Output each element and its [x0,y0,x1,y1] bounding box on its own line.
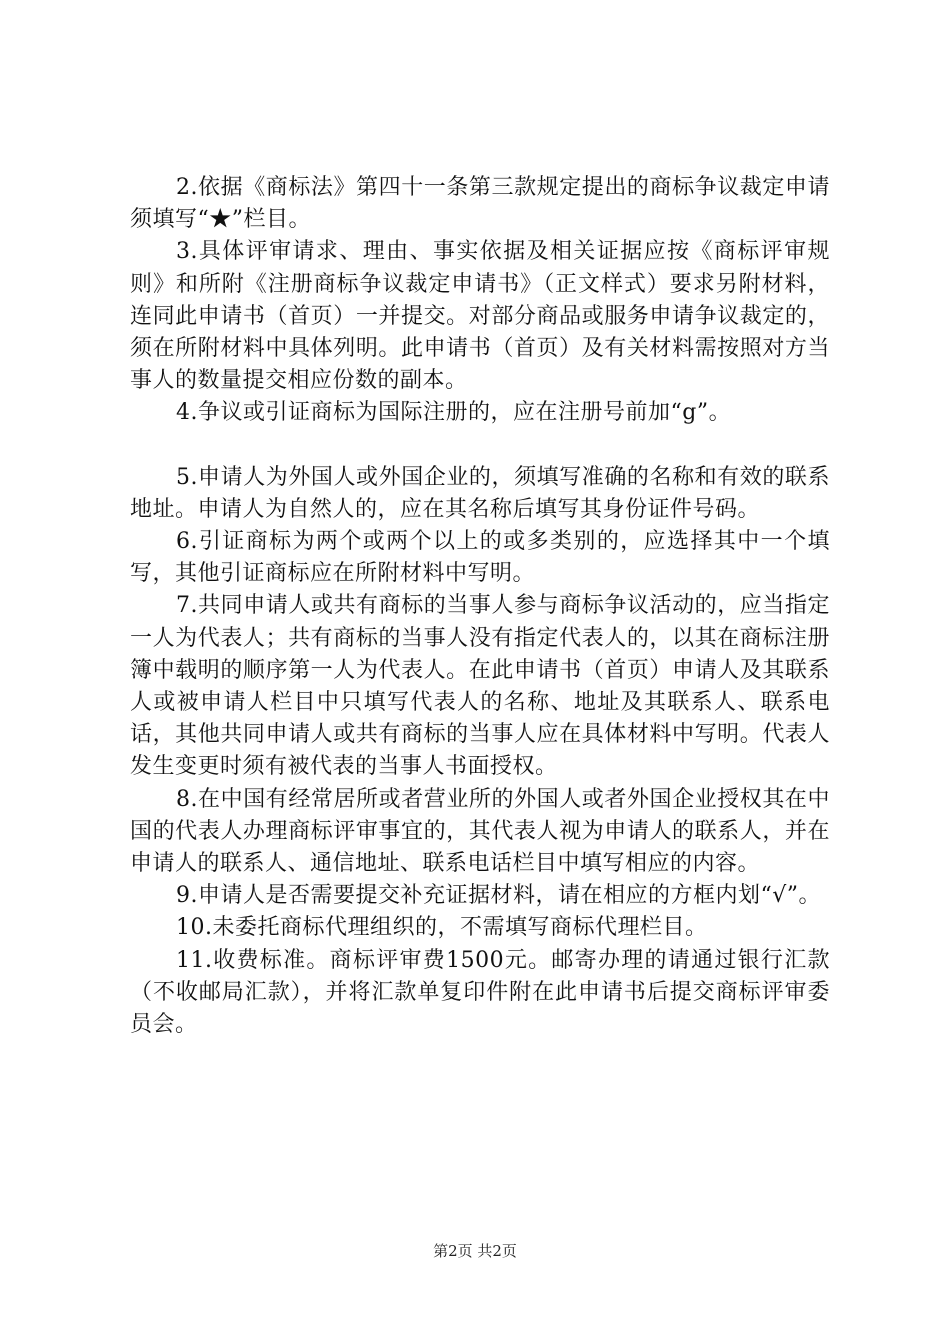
paragraph-item-9: 9.申请人是否需要提交补充证据材料，请在相应的方框内划“√”。 [176,883,822,909]
document-body [130,172,830,1041]
paragraph-item-4: 4.争议或引证商标为国际注册的，应在注册号前加“g”。 [176,400,732,426]
paragraph-item-2: 2.依据《商标法》第四十一条第三款规定提出的商标争议裁定申请须填写“★”栏目。 [130,175,830,233]
paragraph-item-6: 6.引证商标为两个或两个以上的或多类别的，应选择其中一个填写，其他引证商标应在所附材料中写明。 [130,529,830,587]
page-indicator: 第2页 共2页 [433,1242,517,1260]
paragraph-item-7: 7.共同申请人或共有商标的当事人参与商标争议活动的，应当指定一人为代表人；共有商标的当事人没有指定代表人的，以其在商标注册簿中载明的顺序第一人为代表人。在此申请书（首页）申请人及其联系人或被申请人栏目中只填写代表人的名称、地址及其联系人、联系电话，其他共同申请人或共有商标的当事人应在具体材料中写明。代表人发生变更时须有被代表的当事人书面授权。 [130,593,830,780]
paragraph-item-5: 5.申请人为外国人或外国企业的，须填写准确的名称和有效的联系地址。申请人为自然人的，应在其名称后填写其身份证件号码。 [130,464,830,522]
paragraph-item-3: 3.具体评审请求、理由、事实依据及相关证据应按《商标评审规则》和所附《注册商标争议裁定申请书》（正文样式）要求另附材料，连同此申请书（首页）一并提交。对部分商品或服务申请争议裁定的，须在所附材料中具体列明。此申请书（首页）及有关材料需按照对方当事人的数量提交相应份数的副本。 [130,239,830,394]
page-footer [0,1241,950,1261]
paragraph-item-11: 11.收费标准。商标评审费1500元。邮寄办理的请通过银行汇款（不收邮局汇款），并将汇款单复印件附在此申请书后提交商标评审委员会。 [130,947,830,1038]
paragraph-item-8: 8.在中国有经常居所或者营业所的外国人或者外国企业授权其在中国的代表人办理商标评审事宜的，其代表人视为申请人的联系人，并在申请人的联系人、通信地址、联系电话栏目中填写相应的内容。 [130,786,830,877]
paragraph-item-10: 10.未委托商标代理组织的，不需填写商标代理栏目。 [176,915,708,941]
